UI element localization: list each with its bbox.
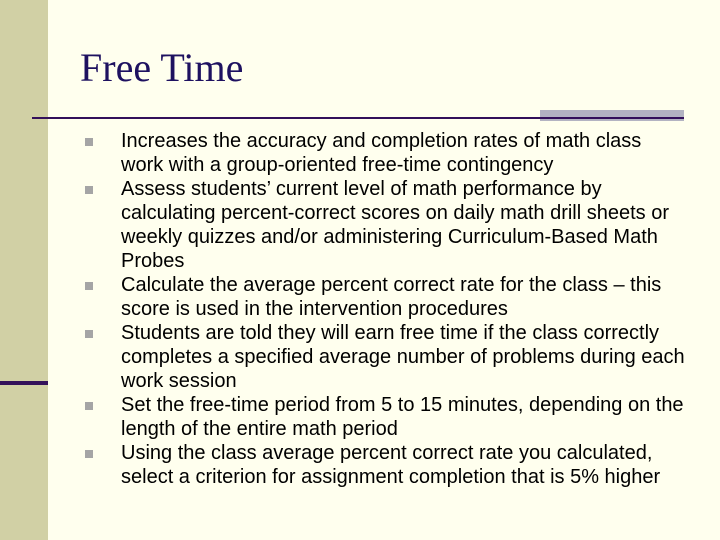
title-rule (32, 117, 684, 119)
square-bullet-icon (85, 138, 93, 146)
side-decoration-bar (0, 0, 48, 540)
bullet-text: Calculate the average percent correct rate for the class – this score is used in the intervention procedures (121, 274, 662, 320)
bullet-text: Assess students’ current level of math performance by calculating percent-correct scores on daily math drill sheets or weekly quizzes and/or administering Curriculum-Based Math Probes (121, 178, 670, 272)
bullet-item (80, 441, 685, 489)
title-rule-accent (540, 110, 684, 121)
bullet-text: Increases the accuracy and completion rates of math class work with a group-oriented free-time contingency (121, 130, 642, 176)
bullet-item (80, 129, 685, 177)
bullet-text: Students are told they will earn free time if the class correctly completes a specified average number of problems during each work session (121, 322, 685, 392)
bullet-list (80, 129, 685, 489)
square-bullet-icon (85, 186, 93, 194)
side-decoration-accent (0, 381, 48, 385)
bullet-item (80, 177, 685, 273)
slide-title: Free Time (80, 45, 244, 90)
bullet-text: Set the free-time period from 5 to 15 minutes, depending on the length of the entire math period (121, 394, 684, 440)
bullet-item (80, 321, 685, 393)
bullet-text: Using the class average percent correct rate you calculated, select a criterion for assignment completion that is 5% higher (121, 442, 661, 488)
square-bullet-icon (85, 282, 93, 290)
square-bullet-icon (85, 330, 93, 338)
bullet-item (80, 273, 685, 321)
bullet-item (80, 393, 685, 441)
square-bullet-icon (85, 402, 93, 410)
square-bullet-icon (85, 450, 93, 458)
